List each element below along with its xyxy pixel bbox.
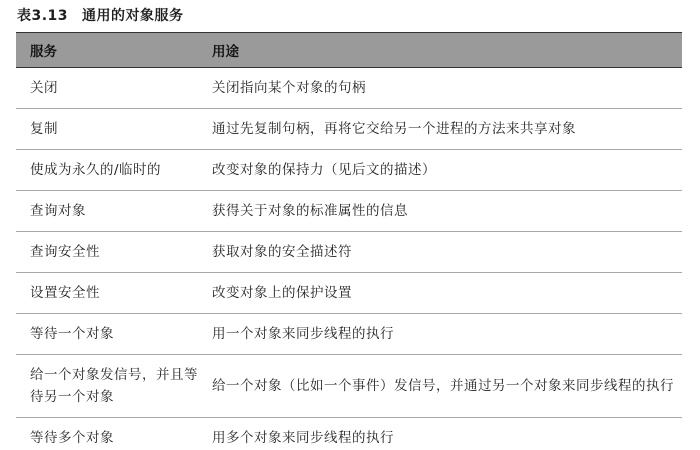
service-cell: 复制 [16, 109, 198, 150]
purpose-cell: 给一个对象（比如一个事件）发信号，并通过另一个对象来同步线程的执行 [198, 355, 682, 418]
table-row [16, 418, 682, 450]
service-cell: 设置安全性 [16, 273, 198, 314]
purpose-cell: 获得关于对象的标准属性的信息 [198, 191, 682, 232]
header-purpose: 用途 [198, 33, 682, 68]
table-caption [17, 5, 184, 25]
purpose-cell: 关闭指向某个对象的句柄 [198, 68, 682, 109]
purpose-cell: 改变对象的保持力（见后文的描述） [198, 150, 682, 191]
service-cell: 查询安全性 [16, 232, 198, 273]
header-service: 服务 [16, 33, 198, 68]
table-row [16, 191, 682, 232]
table-row [16, 68, 682, 109]
purpose-cell: 改变对象上的保护设置 [198, 273, 682, 314]
table-row [16, 150, 682, 191]
table-row [16, 355, 682, 418]
service-cell: 等待多个对象 [16, 418, 198, 450]
table-row [16, 314, 682, 355]
service-cell: 关闭 [16, 68, 198, 109]
purpose-cell: 获取对象的安全描述符 [198, 232, 682, 273]
table-row [16, 232, 682, 273]
table-row [16, 273, 682, 314]
table-title: 通用的对象服务 [82, 8, 184, 24]
table-row [16, 109, 682, 150]
table-number: 表3.13 [17, 8, 69, 24]
service-cell: 使成为永久的/临时的 [16, 150, 198, 191]
purpose-cell: 通过先复制句柄，再将它交给另一个进程的方法来共享对象 [198, 109, 682, 150]
table-header-row [16, 33, 682, 68]
service-cell: 给一个对象发信号，并且等待另一个对象 [16, 355, 198, 418]
purpose-cell: 用多个对象来同步线程的执行 [198, 418, 682, 450]
service-cell: 查询对象 [16, 191, 198, 232]
object-services-table [16, 32, 682, 450]
service-cell: 等待一个对象 [16, 314, 198, 355]
purpose-cell: 用一个对象来同步线程的执行 [198, 314, 682, 355]
